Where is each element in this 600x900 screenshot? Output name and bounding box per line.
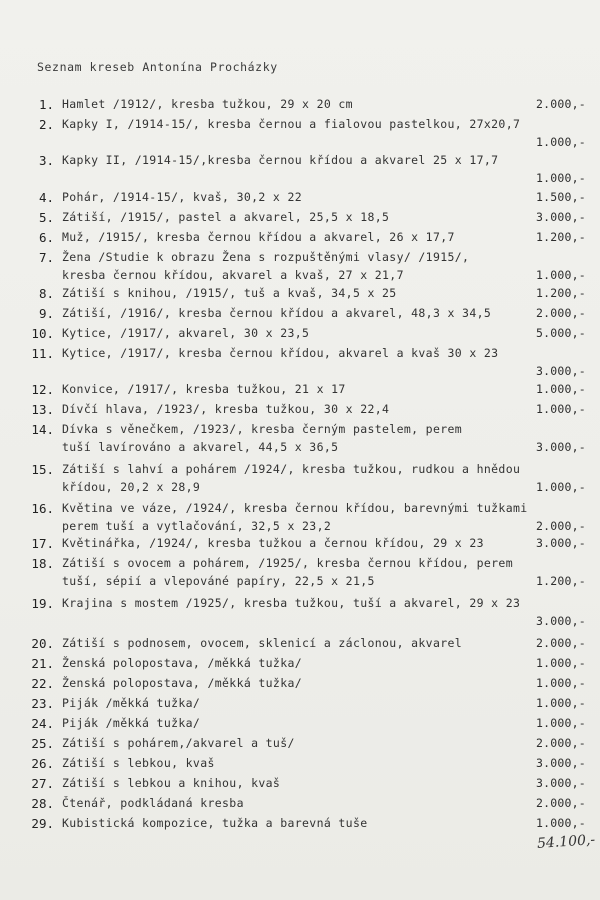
item-description-line: křídou, 20,2 x 28,9 [62, 480, 201, 494]
item-price: 1.000,- [536, 696, 586, 710]
item-description-line: Hamlet /1912/, kresba tužkou, 29 x 20 cm [62, 97, 353, 111]
item-price: 3.000,- [536, 440, 586, 454]
item-price: 2.000,- [536, 306, 586, 320]
item-price: 2.000,- [536, 519, 586, 533]
item-description-line: Kapky II, /1914-15/,kresba černou křídou a akvarel 25 x 17,7 [62, 153, 499, 167]
item-number: 22. [31, 676, 54, 691]
item-number: 14. [31, 422, 54, 437]
item-price: 1.000,- [536, 402, 586, 416]
item-number: 28. [31, 796, 54, 811]
item-price: 1.000,- [536, 480, 586, 494]
item-price: 1.200,- [536, 230, 586, 244]
item-number: 29. [31, 816, 54, 831]
item-description-line: Čtenář, podkládaná kresba [62, 796, 244, 810]
item-description-line: Zátiší s pohárem,/akvarel a tuš/ [62, 736, 295, 750]
item-number: 10. [31, 326, 54, 341]
item-description-line: Zátiší s lebkou a knihou, kvaš [62, 776, 281, 790]
item-number: 19. [31, 596, 54, 611]
item-price: 1.000,- [536, 676, 586, 690]
document-title: Seznam kreseb Antonína Procházky [37, 60, 278, 74]
item-description-line: Muž, /1915/, kresba černou křídou a akvarel, 26 x 17,7 [62, 230, 455, 244]
item-price: 1.000,- [536, 816, 586, 830]
item-number: 15. [31, 462, 54, 477]
item-number: 27. [31, 776, 54, 791]
item-price: 1.000,- [536, 716, 586, 730]
item-description-line: Konvice, /1917/, kresba tužkou, 21 x 17 [62, 382, 346, 396]
item-description-line: Květinářka, /1924/, kresba tužkou a černou křídou, 29 x 23 [62, 536, 484, 550]
item-number: 3. [38, 153, 54, 168]
item-number: 11. [31, 346, 54, 361]
item-price: 3.000,- [536, 210, 586, 224]
item-price: 3.000,- [536, 756, 586, 770]
item-number: 21. [31, 656, 54, 671]
item-number: 2. [38, 117, 54, 132]
item-price: 5.000,- [536, 326, 586, 340]
item-number: 8. [38, 286, 54, 301]
item-price: 2.000,- [536, 736, 586, 750]
item-description-line: Zátiší s ovocem a pohárem, /1925/, kresba černou křídou, perem [62, 556, 513, 570]
item-number: 12. [31, 382, 54, 397]
item-number: 24. [31, 716, 54, 731]
item-price: 2.000,- [536, 796, 586, 810]
item-price: 3.000,- [536, 614, 586, 628]
item-description-line: Zátiší, /1915/, pastel a akvarel, 25,5 x 18,5 [62, 210, 390, 224]
item-description-line: Kapky I, /1914-15/, kresba černou a fialovou pastelkou, 27x20,7 [62, 117, 521, 131]
item-description-line: Zátiší, /1916/, kresba černou křídou a akvarel, 48,3 x 34,5 [62, 306, 492, 320]
item-price: 1.500,- [536, 190, 586, 204]
item-price: 1.000,- [536, 171, 586, 185]
item-number: 16. [31, 501, 54, 516]
item-description-line: Dívka s věnečkem, /1923/, kresba černým pastelem, perem [62, 422, 463, 436]
item-description-line: kresba černou křídou, akvarel a kvaš, 27 x 21,7 [62, 268, 404, 282]
item-description-line: tuší, sépií a vlepováné papíry, 22,5 x 21,5 [62, 574, 375, 588]
item-number: 1. [38, 97, 54, 112]
item-number: 18. [31, 556, 54, 571]
item-description-line: Žena /Studie k obrazu Žena s rozpuštěnými vlasy/ /1915/, [62, 250, 470, 264]
handwritten-total: 54.100,- [536, 831, 596, 853]
item-description-line: Pohár, /1914-15/, kvaš, 30,2 x 22 [62, 190, 303, 204]
item-description-line: Kubistická kompozice, tužka a barevná tuše [62, 816, 368, 830]
item-description-line: Zátiší s lahví a pohárem /1924/, kresba tužkou, rudkou a hnědou [62, 462, 521, 476]
item-number: 7. [38, 250, 54, 265]
item-description-line: Zátiší s knihou, /1915/, tuš a kvaš, 34,5 x 25 [62, 286, 397, 300]
item-description-line: Krajina s mostem /1925/, kresba tužkou, tuší a akvarel, 29 x 23 [62, 596, 521, 610]
item-number: 4. [38, 190, 54, 205]
item-number: 23. [31, 696, 54, 711]
item-price: 1.200,- [536, 574, 586, 588]
item-description-line: Piják /měkká tužka/ [62, 696, 201, 710]
item-description-line: Zátiší s podnosem, ovocem, sklenicí a záclonou, akvarel [62, 636, 463, 650]
item-price: 1.000,- [536, 268, 586, 282]
item-price: 3.000,- [536, 536, 586, 550]
item-price: 1.200,- [536, 286, 586, 300]
item-price: 1.000,- [536, 656, 586, 670]
item-number: 26. [31, 756, 54, 771]
item-price: 1.000,- [536, 135, 586, 149]
item-description-line: Ženská polopostava, /měkká tužka/ [62, 656, 303, 670]
item-description-line: perem tuší a vytlačování, 32,5 x 23,2 [62, 519, 332, 533]
item-price: 2.000,- [536, 636, 586, 650]
item-description-line: Dívčí hlava, /1923/, kresba tužkou, 30 x 22,4 [62, 402, 390, 416]
item-price: 3.000,- [536, 364, 586, 378]
item-description-line: Kytice, /1917/, akvarel, 30 x 23,5 [62, 326, 310, 340]
item-number: 13. [31, 402, 54, 417]
item-description-line: Zátiší s lebkou, kvaš [62, 756, 215, 770]
item-description-line: Ženská polopostava, /měkká tužka/ [62, 676, 303, 690]
item-price: 2.000,- [536, 97, 586, 111]
item-number: 17. [31, 536, 54, 551]
item-description-line: Piják /měkká tužka/ [62, 716, 201, 730]
item-number: 6. [38, 230, 54, 245]
item-number: 9. [38, 306, 54, 321]
item-number: 25. [31, 736, 54, 751]
item-number: 5. [38, 210, 54, 225]
item-description-line: Kytice, /1917/, kresba černou křídou, akvarel a kvaš 30 x 23 [62, 346, 499, 360]
item-description-line: Květina ve váze, /1924/, kresba černou křídou, barevnými tužkami [62, 501, 528, 515]
item-description-line: tuší lavírováno a akvarel, 44,5 x 36,5 [62, 440, 339, 454]
item-price: 3.000,- [536, 776, 586, 790]
item-price: 1.000,- [536, 382, 586, 396]
item-number: 20. [31, 636, 54, 651]
